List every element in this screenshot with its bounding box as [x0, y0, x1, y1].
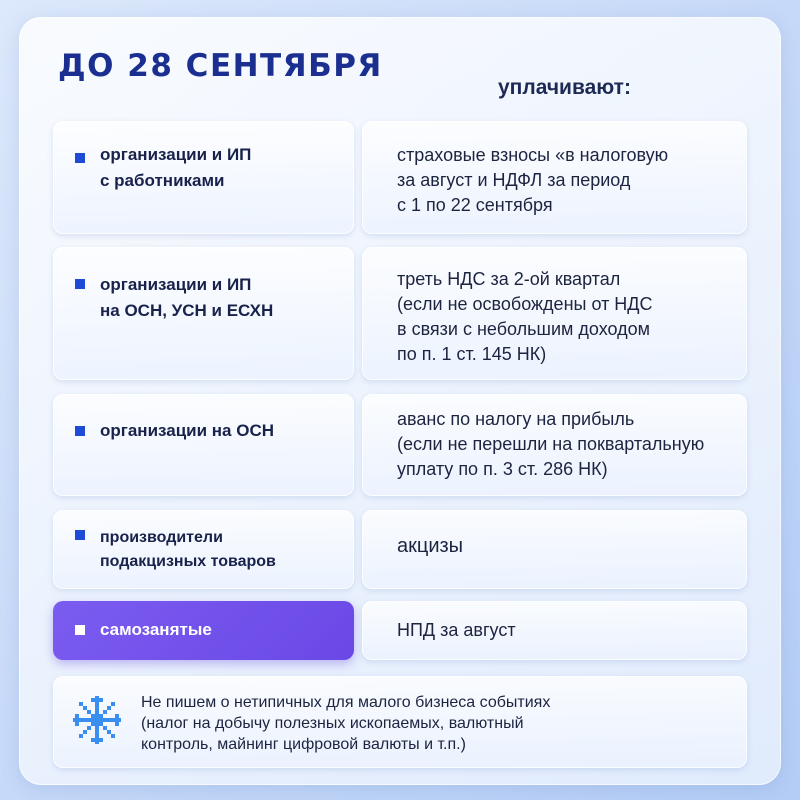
payer-label: организации на ОСН — [100, 421, 275, 440]
payment-cell-profit — [362, 394, 747, 496]
square-bullet-icon — [75, 279, 85, 289]
payment-description: аванс по налогу на прибыль (если не перешли на поквартальную уплату по п. 3 ст. 286 НК) — [397, 409, 705, 479]
footer-note — [53, 676, 747, 768]
payment-cell-excise — [362, 510, 747, 589]
page-subtitle: уплачивают: — [498, 76, 631, 99]
square-bullet-icon — [75, 625, 85, 635]
payer-cell-self-employed — [53, 601, 354, 660]
payment-description: НПД за август — [397, 620, 516, 640]
square-bullet-icon — [75, 153, 85, 163]
payer-cell-employers — [53, 121, 354, 234]
square-bullet-icon — [75, 530, 85, 540]
footer-text: Не пишем о нетипичных для малого бизнеса событиях (налог на добычу полезных ископаемых, валютный контроль, майнинг цифровой валюты и т.п.) — [141, 694, 551, 753]
payer-cell-osn — [53, 394, 354, 496]
payer-label: организации и ИП с работниками — [100, 145, 252, 190]
payment-description: треть НДС за 2-ой квартал (если не освобождены от НДС в связи с небольшим доходом по п. 1 ст. 145 НК) — [397, 269, 653, 364]
payer-cell-vat — [53, 247, 354, 380]
payer-cell-excise — [53, 510, 354, 589]
snowflake-icon — [69, 692, 125, 748]
square-bullet-icon — [75, 426, 85, 436]
payer-label: самозанятые — [100, 620, 212, 639]
payment-description: страховые взносы «в налоговую за август и НДФЛ за период с 1 по 22 сентября — [397, 145, 669, 215]
payment-cell-vat — [362, 247, 747, 380]
payer-label: организации и ИП на ОСН, УСН и ЕСХН — [100, 275, 274, 320]
payment-cell-npd — [362, 601, 747, 660]
payment-description: акцизы — [397, 535, 464, 557]
payment-cell-insurance — [362, 121, 747, 234]
page-title: ДО 28 СЕНТЯБРЯ — [58, 48, 383, 84]
payer-label: производители подакцизных товаров — [100, 529, 276, 570]
